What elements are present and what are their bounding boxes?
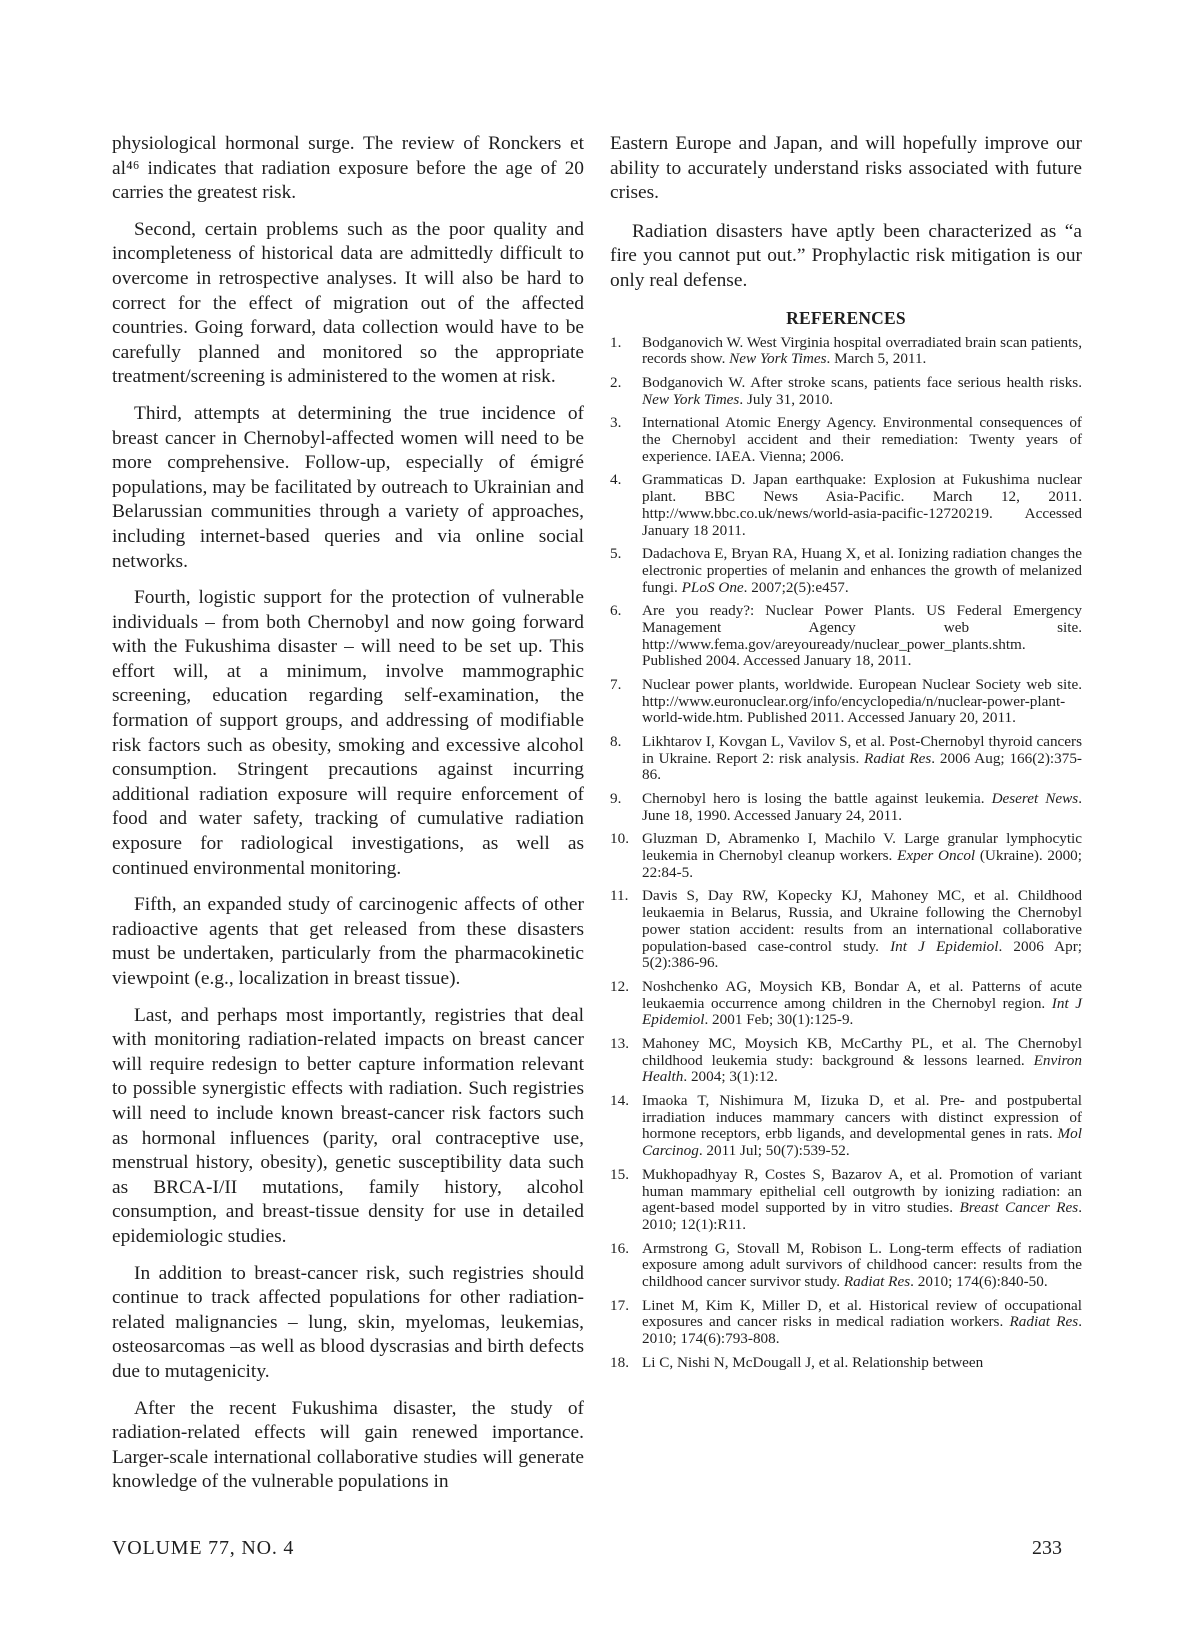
reference-text xyxy=(642,1241,1082,1292)
reference-item xyxy=(610,415,1082,466)
paragraph: In addition to breast-cancer risk, such registries should continue to track affected populations for other radiation-related malignancies – lung, skin, myelomas, leukemias, osteosarcomas –as well as blood dyscrasias and birth defects due to mutagenicity. xyxy=(112,1262,584,1382)
reference-body: Nuclear power plants, worldwide. European Nuclear Society web site. http://www.euronuclear.org/info/encyclopedia/n/nuclear-power-plant-world-wide.htm. Published 2011. Accessed January 20, 2011. xyxy=(642,675,1082,727)
reference-citation: . 2010; 12(1):R11. xyxy=(642,1199,1082,1234)
reference-body: Gluzman D, Abramenko I, Machilo V. Large granular lymphocytic leukemia in Chernobyl cleanup workers. xyxy=(642,829,1082,864)
reference-body: Grammaticas D. Japan earthquake: Explosion at Fukushima nuclear plant. BBC News Asia-Pacific. March 12, 2011. http://www.bbc.co.uk/news/world-asia-pacific-12720219. Accessed January 18 2011. xyxy=(642,470,1082,539)
paragraph: Fifth, an expanded study of carcinogenic affects of other radioactive agents that get released from these disasters must be undertaken, particularly from the pharmacokinetic viewpoint (e.g., localization in breast tissue). xyxy=(112,894,584,989)
reference-number: 15. xyxy=(610,1165,629,1183)
reference-item xyxy=(610,1036,1082,1087)
paragraph: Fourth, logistic support for the protection of vulnerable individuals – from both Chernobyl and now going forward with the Fukushima disaster – will need to be set up. This effort will, at a minimum, involve mammographic screening, education regarding self-examination, the formation of support groups, and addressing of modifiable risk factors such as obesity, smoking and excessive alcohol consumption. Stringent precautions against incurring additional radiation exposure will require enforcement of food and water safety, tracking of cumulative radiation exposure for radiological investigations, as well as continued environmental monitoring. xyxy=(112,587,584,879)
left-column xyxy=(112,132,584,1507)
reference-item xyxy=(610,1241,1082,1292)
reference-item xyxy=(610,979,1082,1030)
paragraph: Second, certain problems such as the poor quality and incompleteness of historical data are admittedly difficult to overcome in retrospective analyses. It will also be hard to correct for the effect of migration out of the affected countries. Going forward, data collection would have to be carefully planned and monitored so the appropriate treatment/screening is administered to the women at risk. xyxy=(112,218,584,388)
volume-footer: VOLUME 77, NO. 4 xyxy=(112,1537,295,1559)
reference-text xyxy=(642,375,1082,409)
reference-item xyxy=(610,831,1082,882)
reference-citation: . 2011 Jul; 50(7):539-52. xyxy=(698,1142,850,1160)
paragraph: Radiation disasters have aptly been characterized as “a fire you cannot put out.” Prophylactic risk mitigation is our only real defense. xyxy=(610,220,1082,291)
reference-number: 11. xyxy=(610,886,629,904)
reference-item xyxy=(610,1298,1082,1349)
reference-citation: . July 31, 2010. xyxy=(739,390,834,408)
reference-citation: . 2001 Feb; 30(1):125-9. xyxy=(704,1011,854,1029)
reference-text xyxy=(642,335,1082,369)
reference-number: 5. xyxy=(610,544,622,562)
reference-item xyxy=(610,791,1082,825)
reference-journal: Environ Health xyxy=(642,1051,1082,1086)
reference-body: Bodganovich W. After stroke scans, patients face serious health risks. xyxy=(642,373,1082,391)
reference-number: 3. xyxy=(610,413,622,431)
reference-body: Armstrong G, Stovall M, Robison L. Long-term effects of radiation exposure among adult survivors of childhood cancer: results from the childhood cancer survivor study. xyxy=(642,1239,1082,1291)
reference-number: 14. xyxy=(610,1091,629,1109)
paragraph: physiological hormonal surge. The review of Ronckers et al⁴⁶ indicates that radiation exposure before the age of 20 carries the greatest risk. xyxy=(112,133,584,204)
reference-number: 6. xyxy=(610,601,622,619)
reference-body: Bodganovich W. West Virginia hospital overradiated brain scan patients, records show. xyxy=(642,333,1082,368)
reference-journal: Radiat Res xyxy=(1009,1313,1079,1331)
reference-number: 7. xyxy=(610,675,622,693)
page-number: 233 xyxy=(1032,1537,1062,1559)
reference-number: 12. xyxy=(610,977,629,995)
reference-journal: Int J Epidemiol xyxy=(890,937,999,955)
reference-item xyxy=(610,375,1082,409)
reference-body: Mahoney MC, Moysich KB, McCarthy PL, et al. The Chernobyl childhood leukemia study: background & lessons learned. xyxy=(642,1034,1082,1069)
reference-journal: Radiat Res xyxy=(864,749,932,767)
reference-text xyxy=(642,1167,1082,1235)
reference-text xyxy=(642,603,1082,671)
reference-citation: . 2006 Aug; 166(2):375-86. xyxy=(642,749,1082,784)
reference-citation: . 2007;2(5):e457. xyxy=(743,578,849,596)
references-list xyxy=(610,335,1082,1372)
reference-journal: New York Times xyxy=(729,350,827,368)
reference-text xyxy=(642,979,1082,1030)
reference-item xyxy=(610,1355,1082,1372)
paragraph: After the recent Fukushima disaster, the study of radiation-related effects will gain renewed importance. Larger-scale international collaborative studies will generate knowledge of the vulnerable populations in xyxy=(112,1397,584,1493)
reference-journal: Radiat Res xyxy=(843,1273,911,1291)
reference-number: 10. xyxy=(610,829,629,847)
reference-number: 13. xyxy=(610,1034,629,1052)
reference-body: Dadachova E, Bryan RA, Huang X, et al. Ionizing radiation changes the electronic properties of melanin and enhances the growth of melanized fungi. xyxy=(642,544,1082,596)
reference-item xyxy=(610,335,1082,369)
reference-text xyxy=(642,677,1082,728)
reference-body: Noshchenko AG, Moysich KB, Bondar A, et al. Patterns of acute leukaemia occurrence among children in the Chernobyl region. xyxy=(642,977,1082,1012)
reference-body: Are you ready?: Nuclear Power Plants. US Federal Emergency Management Agency web site. http://www.fema.gov/areyouready/nuclear_power_plants.shtm. Published 2004. Accessed January 18, 2011. xyxy=(642,601,1082,670)
reference-number: 18. xyxy=(610,1353,629,1371)
reference-number: 4. xyxy=(610,470,622,488)
reference-citation: (Ukraine). 2000; 22:84-5. xyxy=(642,846,1082,881)
reference-citation: . 2004; 3(1):12. xyxy=(683,1068,778,1086)
reference-item xyxy=(610,1167,1082,1235)
reference-number: 8. xyxy=(610,732,622,750)
reference-number: 16. xyxy=(610,1239,629,1257)
reference-body: International Atomic Energy Agency. Environmental consequences of the Chernobyl accident and their remediation: Twenty years of experience. IAEA. Vienna; 2006. xyxy=(642,413,1082,465)
reference-body: Mukhopadhyay R, Costes S, Bazarov A, et al. Promotion of variant human mammary epithelial cell outgrowth by ionizing radiation: an agent-based model supported by in vitro studies. xyxy=(642,1165,1082,1217)
reference-item xyxy=(610,472,1082,540)
reference-number: 1. xyxy=(610,333,622,351)
reference-number: 2. xyxy=(610,373,622,391)
reference-body: Chernobyl hero is losing the battle against leukemia. xyxy=(642,789,992,807)
reference-citation: . March 5, 2011. xyxy=(826,350,927,368)
references-heading: REFERENCES xyxy=(786,307,906,328)
reference-text xyxy=(642,791,1082,825)
reference-journal: Deseret News xyxy=(991,789,1079,807)
reference-citation: . 2010; 174(6):793-808. xyxy=(642,1313,1082,1348)
reference-citation: . 2006 Apr; 5(2):386-96. xyxy=(642,937,1082,972)
reference-citation: . 2010; 174(6):840-50. xyxy=(910,1273,1048,1291)
reference-journal: Breast Cancer Res xyxy=(959,1199,1079,1217)
reference-journal: PLoS One xyxy=(681,578,744,596)
reference-text xyxy=(642,1298,1082,1349)
reference-citation: . June 18, 1990. Accessed January 24, 2011. xyxy=(642,789,1082,824)
reference-journal: Exper Oncol xyxy=(897,846,976,864)
reference-text xyxy=(642,831,1082,882)
reference-item xyxy=(610,888,1082,973)
reference-number: 17. xyxy=(610,1296,629,1314)
reference-item xyxy=(610,546,1082,597)
reference-text xyxy=(642,1355,1082,1372)
reference-item xyxy=(610,677,1082,728)
reference-text xyxy=(642,888,1082,973)
reference-journal: Mol Carcinog xyxy=(642,1125,1082,1160)
reference-body: Davis S, Day RW, Kopecky KJ, Mahoney MC, et al. Childhood leukaemia in Belarus, Russia, and Ukraine following the Chernobyl power station accident: results from an international collaborative population-based case-control study. xyxy=(642,886,1082,955)
reference-journal: New York Times xyxy=(642,390,740,408)
reference-number: 9. xyxy=(610,789,622,807)
paragraph: Third, attempts at determining the true incidence of breast cancer in Chernobyl-affected women will need to be more comprehensive. Follow-up, especially of émigré populations, may be facilitated by outreach to Ukrainian and Belarussian communities through a variety of approaches, including internet-based queries and via online social networks. xyxy=(112,402,584,572)
reference-body: Imaoka T, Nishimura M, Iizuka D, et al. Pre- and postpubertal irradiation induces mammary cancers with distinct expression of hormone receptors, erbb ligands, and developmental genes in rats. xyxy=(642,1091,1082,1143)
reference-body: Li C, Nishi N, McDougall J, et al. Relationship between xyxy=(642,1353,984,1371)
reference-item xyxy=(610,1093,1082,1161)
reference-text xyxy=(642,546,1082,597)
paragraph: Last, and perhaps most importantly, registries that deal with monitoring radiation-related impacts on breast cancer will require redesign to better capture information relevant to possible synergistic effects with radiation. Such registries will need to include known breast-cancer risk factors such as hormonal influences (parity, oral contraceptive use, menstrual history, obesity), genetic susceptibility data such as BRCA-I/II mutations, family history, alcohol consumption, and breast-tissue density for use in detailed epidemiologic studies. xyxy=(112,1004,584,1247)
reference-text xyxy=(642,472,1082,540)
reference-item xyxy=(610,603,1082,671)
reference-text xyxy=(642,1036,1082,1087)
reference-text xyxy=(642,415,1082,466)
reference-journal: Int J Epidemiol xyxy=(642,994,1082,1029)
right-column xyxy=(610,132,1082,1378)
reference-text xyxy=(642,1093,1082,1161)
reference-item xyxy=(610,734,1082,785)
reference-body: Likhtarov I, Kovgan L, Vavilov S, et al. Post-Chernobyl thyroid cancers in Ukraine. Report 2: risk analysis. xyxy=(642,732,1082,767)
paragraph: Eastern Europe and Japan, and will hopefully improve our ability to accurately understand risks associated with future crises. xyxy=(610,133,1082,204)
reference-text xyxy=(642,734,1082,785)
reference-body: Linet M, Kim K, Miller D, et al. Historical review of occupational exposures and cancer risks in medical radiation workers. xyxy=(642,1296,1082,1331)
